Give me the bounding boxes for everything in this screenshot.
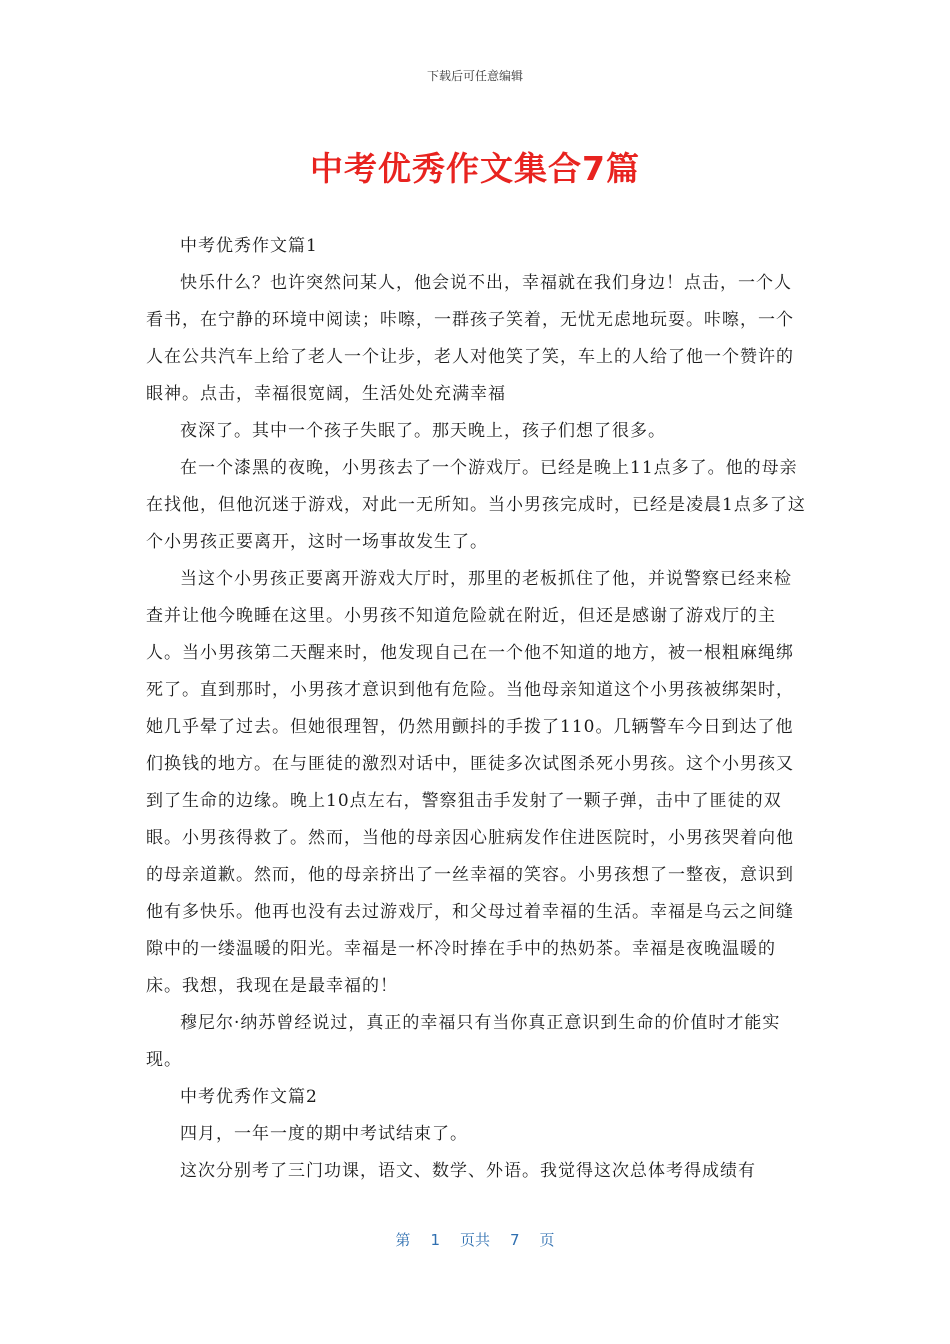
footer-page-label: 第 [395,1231,411,1249]
footer-page-number: 1 [430,1231,440,1249]
section-heading: 中考优秀作文篇2 [180,1087,318,1107]
paragraph: 穆尼尔·纳苏曾经说过，真正的幸福只有当你真正意识到生命的价值时才能实现。 [146,1013,781,1070]
document-body [146,228,806,1190]
footer-total-pages: 7 [510,1231,520,1249]
paragraph: 四月，一年一度的期中考试结束了。 [180,1124,468,1144]
paragraph: 当这个小男孩正要离开游戏大厅时，那里的老板抓住了他，并说警察已经来检查并让他今晚睡在这里。小男孩不知道危险就在附近，但还是感谢了游戏厅的主人。当小男孩第二天醒来时，他发现自己在一个他不知道的地方，被一根粗麻绳绑死了。直到那时，小男孩才意识到他有危险。当他母亲知道这个小男孩被绑架时，她几乎晕了过去。但她很理智，仍然用颤抖的手拨了110。几辆警车今日到达了他们换钱的地方。在与匪徒的激烈对话中，匪徒多次试图杀死小男孩。这个小男孩又到了生命的边缘。晚上10点左右，警察狙击手发射了一颗子弹，击中了匪徒的双眼。小男孩得救了。然而，当他的母亲因心脏病发作住进医院时，小男孩哭着向他的母亲道歉。然而，他的母亲挤出了一丝幸福的笑容。小男孩想了一整夜，意识到他有多快乐。他再也没有去过游戏厅，和父母过着幸福的生活。幸福是乌云之间缝隙中的一缕温暖的阳光。幸福是一杯冷时捧在手中的热奶茶。幸福是夜晚温暖的床。我想，我现在是最幸福的！ [146,569,794,996]
paragraph: 夜深了。其中一个孩子失眠了。那天晚上，孩子们想了很多。 [180,421,666,441]
page-footer [0,1229,950,1250]
paragraph: 这次分别考了三门功课，语文、数学、外语。我觉得这次总体考得成绩有 [180,1161,756,1181]
footer-page-suffix: 页 [539,1231,555,1249]
paragraph: 在一个漆黑的夜晚，小男孩去了一个游戏厅。已经是晚上11点多了。他的母亲在找他，但他沉迷于游戏，对此一无所知。当小男孩完成时，已经是凌晨1点多了这个小男孩正要离开，这时一场事故发生了。 [146,458,806,552]
paragraph: 快乐什么？也许突然问某人，他会说不出，幸福就在我们身边！点击，一个人看书，在宁静的环境中阅读；咔嚓，一群孩子笑着，无忧无虑地玩耍。咔嚓，一个人在公共汽车上给了老人一个让步，老人对他笑了笑，车上的人给了他一个赞许的眼神。点击，幸福很宽阔，生活处处充满幸福 [146,273,794,404]
header-note: 下载后可任意编辑 [426,69,523,83]
document-title: 中考优秀作文集合7篇 [310,149,640,188]
footer-of-label: 页共 [459,1231,490,1249]
section-heading: 中考优秀作文篇1 [180,236,318,256]
